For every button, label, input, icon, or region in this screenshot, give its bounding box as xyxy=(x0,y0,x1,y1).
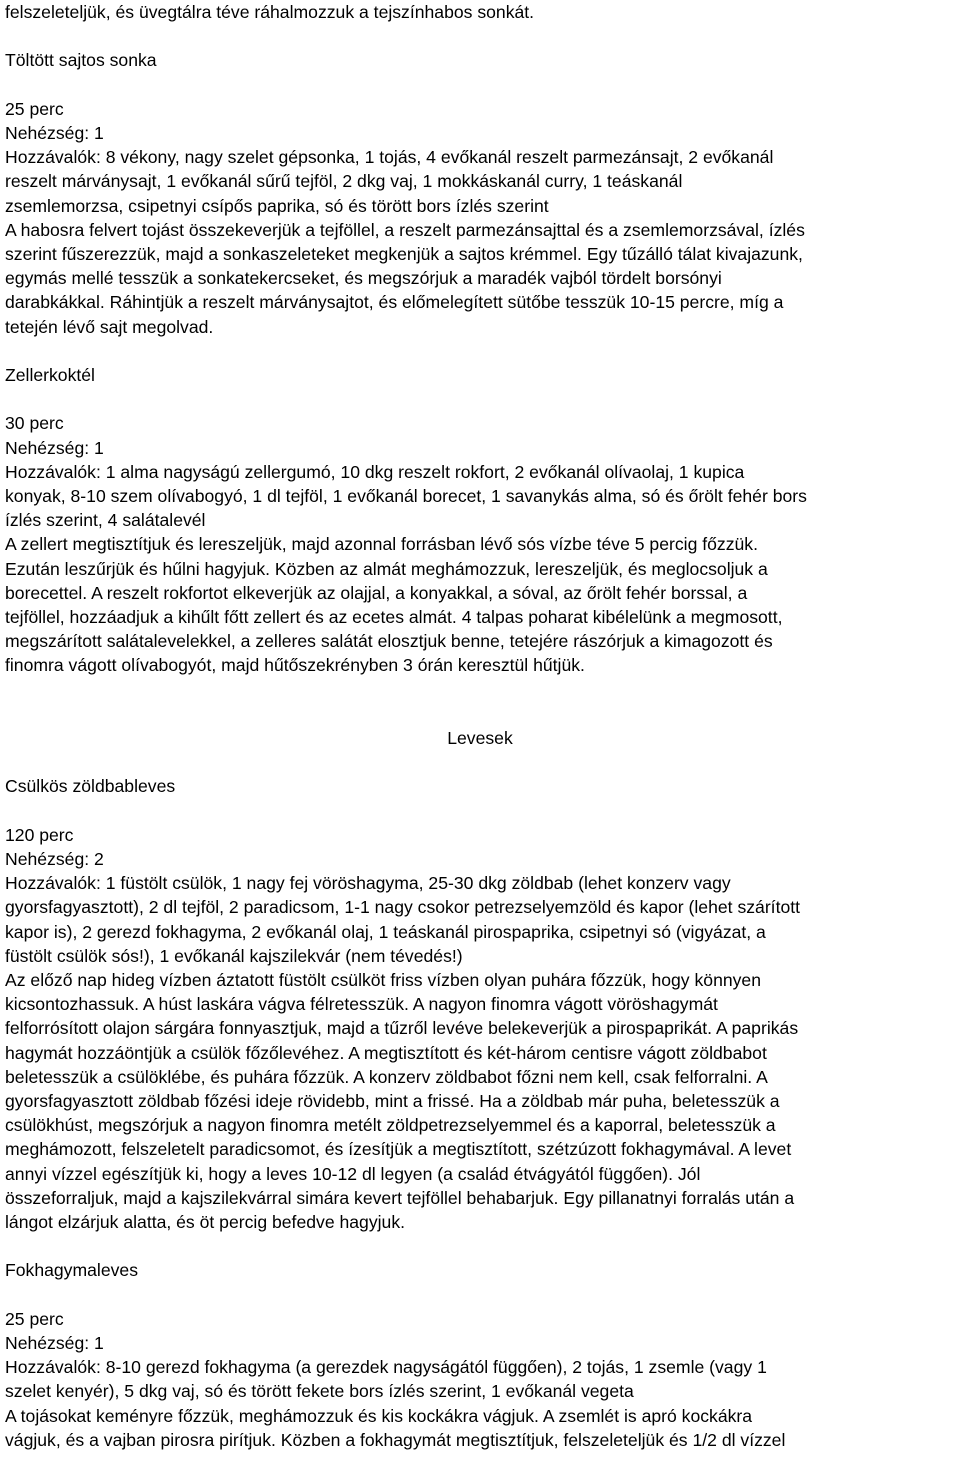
recipe-text-line: tetején lévő sajt megolvad. xyxy=(5,316,214,337)
recipe-difficulty: Nehézség: 1 xyxy=(5,437,104,458)
recipe-text-line: gyorsfagyasztott), 2 dl tejföl, 2 paradicsom, 1-1 nagy csokor petrezselyemzöld és kapor (lehet szárított xyxy=(5,897,801,918)
recipe-text-line: zsemlemorzsa, csipetnyi csípős paprika, só és törött bors ízlés szerint xyxy=(5,195,549,216)
recipe-text-line: ízlés szerint, 4 salátalevél xyxy=(5,510,206,531)
recipe-csulkos-zoldbableves xyxy=(5,774,955,1234)
section-heading: Levesek xyxy=(447,728,513,749)
recipe-text-line: felforrósított olajon sárgára fonnyasztjuk, majd a tűzről levéve belekeverjük a pirospaprikát. A paprikás xyxy=(5,1018,799,1039)
recipe-text-line: szerint fűszerezzük, majd a sonkaszeleteket megkenjük a sajtos krémmel. Egy tűzálló tálat kivajazunk, xyxy=(5,244,803,264)
recipe-text-line: Ezután leszűrjük és hűlni hagyjuk. Közben az almát meghámozzuk, lereszeljük, és meglocsoljuk a xyxy=(5,558,768,579)
recipe-fokhagymaleves xyxy=(5,1258,955,1452)
recipe-text-line: szelet kenyér), 5 dkg vaj, só és törött fekete bors ízlés szerint, 1 evőkanál vegeta xyxy=(5,1381,634,1402)
document-page xyxy=(5,0,955,1452)
recipe-text-line: Hozzávalók: 8-10 gerezd fokhagyma (a gerezdek nagyságától függően), 2 tojás, 1 zsemle (vagy 1 xyxy=(5,1357,767,1378)
recipe-text-line: kapor is), 2 gerezd fokhagyma, 2 evőkanál olaj, 1 teáskanál pirospaprika, csipetnyi só (vigyázat, a xyxy=(5,921,766,942)
recipe-text-line: Az előző nap hideg vízben áztatott füstölt csülköt friss vízben olyan puhára főzzük, hogy könnyen xyxy=(5,970,761,991)
recipe-title: Zellerkoktél xyxy=(5,365,95,385)
recipe-text-line: A zellert megtisztítjuk és lereszeljük, majd azonnal forrásban lévő sós vízbe téve 5 percig főzzük. xyxy=(5,534,758,555)
recipe-text-line: kicsontozhassuk. A húst laskára vágva félretesszük. A nagyon finomra vágott vöröshagymát xyxy=(5,994,718,1015)
recipe-text-line: Hozzávalók: 8 vékony, nagy szelet gépsonka, 1 tojás, 4 evőkanál reszelt parmezánsajt, 2 evőkanál xyxy=(5,147,774,168)
recipe-zellerkoktel xyxy=(5,363,955,678)
recipe-text-line: beletesszük a csülöklébe, és puhára főzzük. A konzerv zöldbabot főzni nem kell, csak felforralni. A xyxy=(5,1066,768,1087)
recipe-toltott-sajtos-sonka xyxy=(5,48,955,338)
recipe-text-line: gyorsfagyasztott zöldbab főzési ideje rövidebb, mint a frissé. Ha a zöldbab már puha, beletesszük a xyxy=(5,1091,780,1112)
recipe-text-line: A habosra felvert tojást összekeverjük a tejföllel, a reszelt parmezánsajttal és a zsemlemorzsával, ízlés xyxy=(5,219,805,240)
recipe-title: Csülkös zöldbableves xyxy=(5,776,176,797)
recipe-text-line: összeforraljuk, majd a kajszilekvárral simára kevert tejföllel behabarjuk. Egy pillanatnyi forralás után a xyxy=(5,1187,795,1208)
recipe-text-line: reszelt márványsajt, 1 evőkanál sűrű tejföl, 2 dkg vaj, 1 mokkáskanál curry, 1 teáskanál xyxy=(5,171,683,192)
recipe-text-line: hagymát hozzáöntjük a csülök főzőlevéhez. A megtisztított és két-három centisre vágott zöldbabot xyxy=(5,1042,767,1063)
recipe-difficulty: Nehézség: 1 xyxy=(5,122,104,143)
recipe-text-line: Hozzávalók: 1 alma nagyságú zellergumó, 10 dkg reszelt rokfort, 2 evőkanál olívaolaj, 1 kupica xyxy=(5,461,745,482)
recipe-text-line: füstölt csülök sós!), 1 evőkanál kajszilekvár (nem tévedés!) xyxy=(5,945,463,966)
recipe-text-line: egymás mellé tesszük a sonkatekercseket, és megszórjuk a maradék vajból tördelt borsónyi xyxy=(5,268,722,289)
recipe-text-line: lángot elzárjuk alatta, és öt percig befedve hagyjuk. xyxy=(5,1212,406,1233)
recipe-text-line: finomra vágott olívabogyót, majd hűtőszekrényben 3 órán keresztül hűtjük. xyxy=(5,655,585,676)
continued-text: felszeleteljük, és üvegtálra téve ráhalmozzuk a tejszínhabos sonkát. xyxy=(5,2,535,22)
recipe-time: 25 perc xyxy=(5,1308,64,1329)
recipe-text-line: tejföllel, hozzáadjuk a kihűlt főtt zellert és az ecetes almát. 4 talpas poharat kibélelünk a megmosott, xyxy=(5,607,783,628)
recipe-text-line: megszárított salátalevelekkel, a zelleres salátát elosztjuk benne, tetejére rászórjuk a kimagozott és xyxy=(5,631,773,652)
recipe-text-line: borecettel. A reszelt rokfortot elkeverjük az olajjal, a konyakkal, a sóval, az őrölt fehér borssal, a xyxy=(5,582,748,603)
recipe-text-line: annyi vízzel egészítjük ki, hogy a leves 10-12 dl legyen (a család étvágyától függően). Jól xyxy=(5,1163,701,1184)
recipe-title: Töltött sajtos sonka xyxy=(5,50,157,71)
recipe-text-line: darabkákkal. Ráhintjük a reszelt márványsajtot, és előmelegített sütőbe tesszük 10-15 percre, míg a xyxy=(5,292,784,313)
recipe-text-line: Hozzávalók: 1 füstölt csülök, 1 nagy fej vöröshagyma, 25-30 dkg zöldbab (lehet konzerv vagy xyxy=(5,873,731,894)
recipe-time: 30 perc xyxy=(5,413,64,434)
recipe-time: 120 perc xyxy=(5,824,74,845)
recipe-text-line: meghámozott, felszeletelt paradicsomot, és ízesítjük a megtisztított, szétzúzott fokhagymával. A levet xyxy=(5,1139,792,1160)
recipe-title: Fokhagymaleves xyxy=(5,1260,138,1281)
recipe-difficulty: Nehézség: 1 xyxy=(5,1333,104,1354)
recipe-text-line: vágjuk, és a vajban pirosra pirítjuk. Közben a fokhagymát megtisztítjuk, felszeleteljük és 1/2 dl vízzel xyxy=(5,1429,786,1450)
recipe-text-line: csülökhúst, megszórjuk a nagyon finomra metélt zöldpetrezselyemmel és a kaporral, beletesszük a xyxy=(5,1115,776,1136)
recipe-difficulty: Nehézség: 2 xyxy=(5,849,104,869)
recipe-time: 25 perc xyxy=(5,98,64,119)
recipe-text-line: konyak, 8-10 szem olívabogyó, 1 dl tejföl, 1 evőkanál borecet, 1 savanykás alma, só és őrölt fehér bors xyxy=(5,486,807,506)
recipe-text-line: A tojásokat keményre főzzük, meghámozzuk és kis kockákra vágjuk. A zsemlét is apró kockákra xyxy=(5,1405,753,1426)
